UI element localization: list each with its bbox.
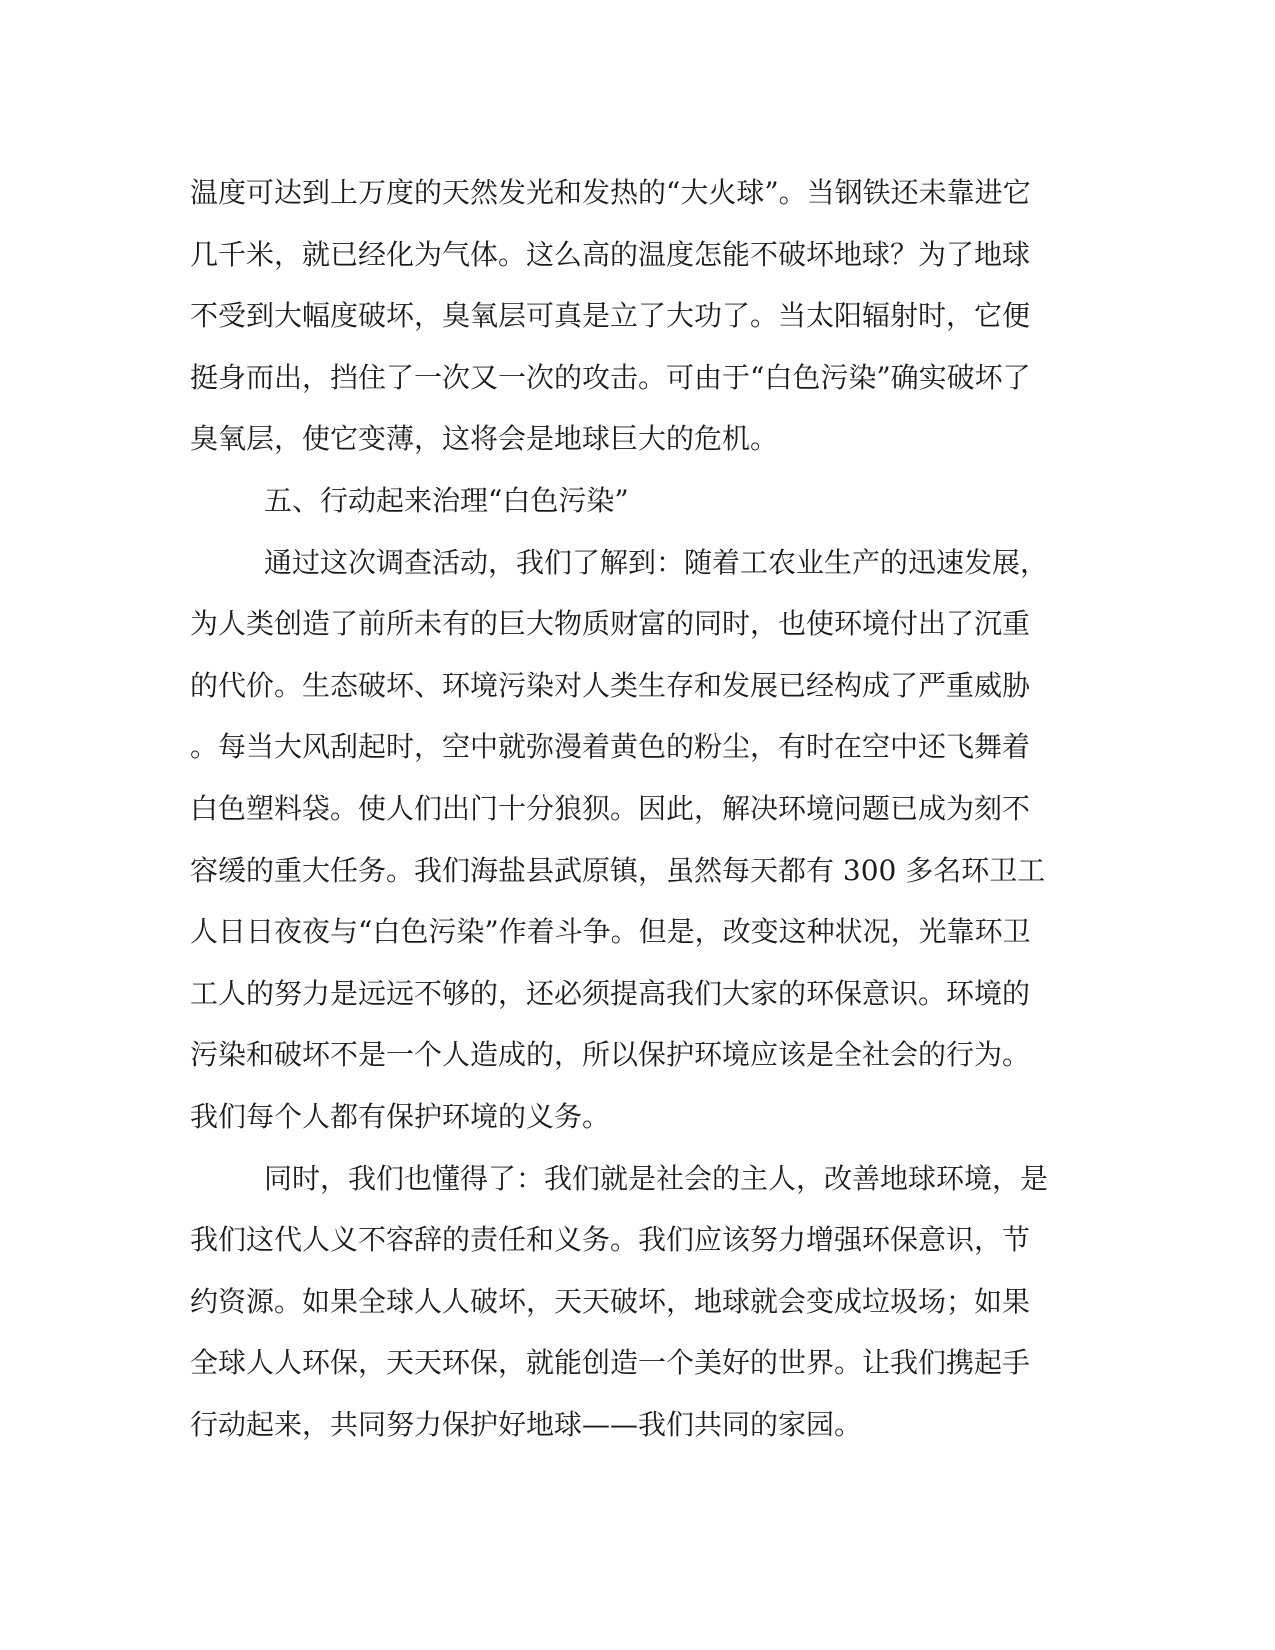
text-line: 工人的努力是远远不够的，还必须提高我们大家的环保意识。环境的 <box>190 976 1031 1010</box>
text-line: 行动起来，共同努力保护好地球——我们共同的家园。 <box>190 1407 863 1441</box>
text-line: 的代价。生态破坏、环境污染对人类生存和发展已经构成了严重威胁 <box>190 668 1031 702</box>
section-heading: 五、行动起来治理“白色污染” <box>264 483 629 517</box>
document-body <box>190 162 1090 1455</box>
text-line: 几千米，就已经化为气体。这么高的温度怎能不破坏地球？为了地球 <box>190 237 1031 271</box>
text-line: 容缓的重大任务。我们海盐县武原镇，虽然每天都有 300 多名环卫工 <box>190 853 1046 887</box>
text-line: 不受到大幅度破坏，臭氧层可真是立了大功了。当太阳辐射时，它便 <box>190 299 1031 333</box>
text-line: 温度可达到上万度的天然发光和发热的“大火球”。当钢铁还未靠进它 <box>190 176 1031 209</box>
text-line: 约资源。如果全球人人破坏，天天破坏，地球就会变成垃圾场；如果 <box>190 1284 1031 1318</box>
text-line: 为人类创造了前所未有的巨大物质财富的同时，也使环境付出了沉重 <box>190 607 1031 641</box>
text-line: 人日日夜夜与“白色污染”作着斗争。但是，改变这种状况，光靠环卫 <box>190 915 1031 949</box>
text-line: 全球人人环保，天天环保，就能创造一个美好的世界。让我们携起手 <box>190 1346 1031 1380</box>
text-line: 臭氧层，使它变薄，这将会是地球巨大的危机。 <box>190 422 779 456</box>
text-line: 污染和破坏不是一个人造成的，所以保护环境应该是全社会的行为。 <box>190 1038 1031 1072</box>
text-line: 我们每个人都有保护环境的义务。 <box>190 1099 611 1133</box>
paragraph-start-line: 同时，我们也懂得了：我们就是社会的主人，改善地球环境，是 <box>264 1161 1049 1195</box>
text-line: 。每当大风刮起时，空中就弥漫着黄色的粉尘，有时在空中还飞舞着 <box>190 730 1031 764</box>
paragraph-start-line: 通过这次调查活动，我们了解到：随着工农业生产的迅速发展， <box>264 545 1049 579</box>
text-line: 挺身而出，挡住了一次又一次的攻击。可由于“白色污染”确实破坏了 <box>190 360 1031 394</box>
text-line: 白色塑料袋。使人们出门十分狼狈。因此，解决环境问题已成为刻不 <box>190 791 1031 825</box>
text-line: 我们这代人义不容辞的责任和义务。我们应该努力增强环保意识，节 <box>190 1223 1031 1257</box>
